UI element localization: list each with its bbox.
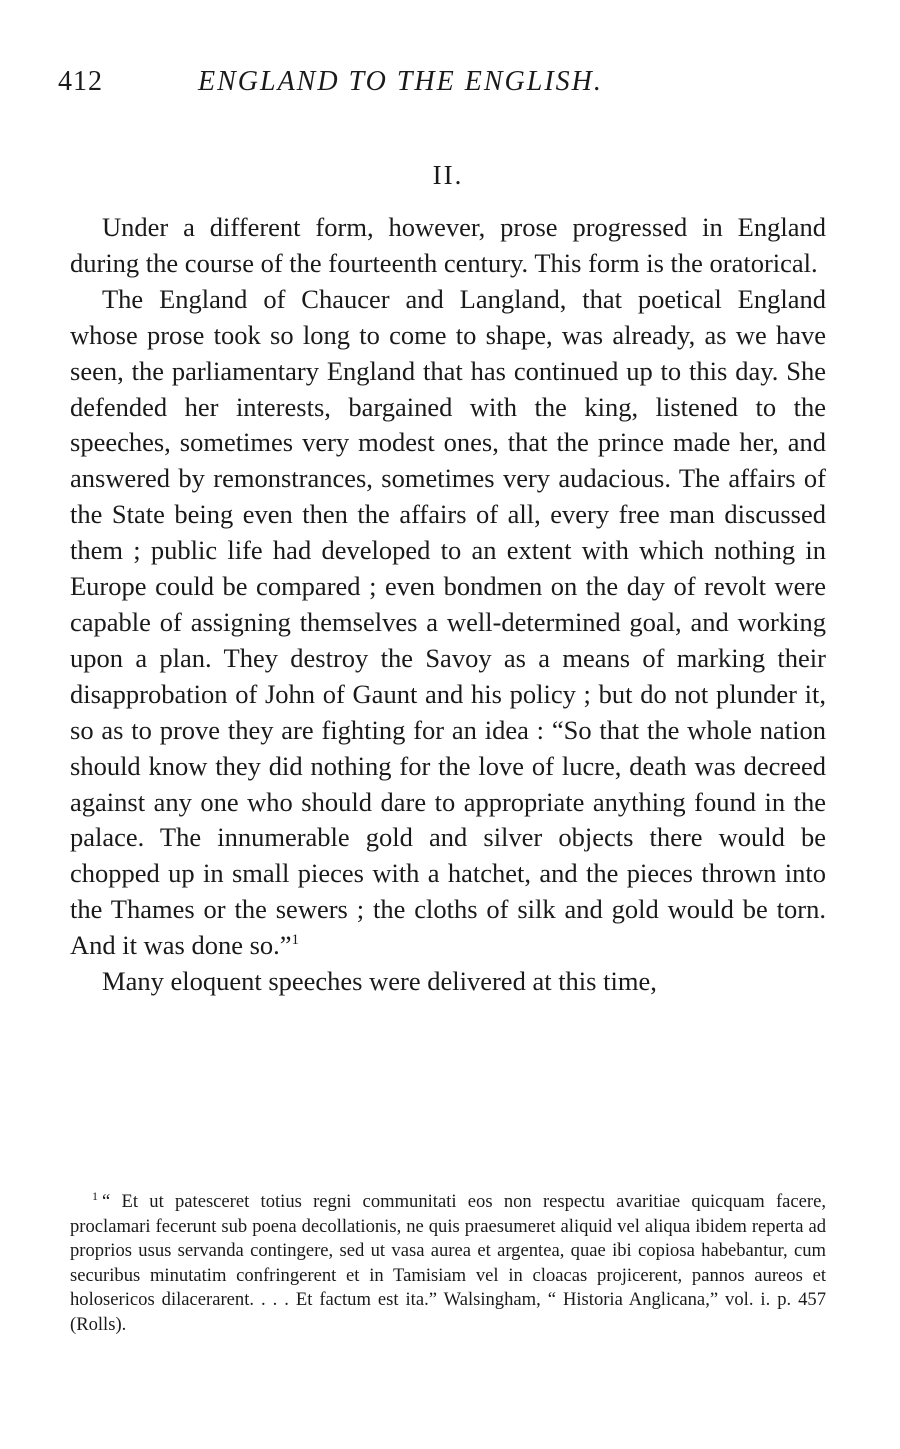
section-heading: II.: [432, 160, 464, 190]
paragraph-2-text: The England of Chaucer and Langland, that poetical England whose prose took so long to come to shape, was already, as we have seen, the parliamentary England that has continued up to this day. She defended her interests, bargained with the king, listened to the speeches, sometimes very modest ones, that the prince made her, and answered by remonstrances, sometimes very audacious. The affairs of the State being even then the affairs of all, every free man discussed them ; public life had developed to an extent with which nothing in Europe could be compared ; even bondmen on the day of revolt were capable of assigning themselves a well-determined goal, and working upon a plan. They destroy the Savoy as a means of marking their disapprobation of John of Gaunt and his policy ; but do not plunder it, so as to prove they are fighting for an idea : “So that the whole nation should know they did nothing for the love of lucre, death was decreed against any one who should dare to appropriate anything found in the palace. The innumerable gold and silver objects there would be chopped up in small pieces with a hatchet, and the pieces thrown into the Thames or the sewers ; the cloths of silk and gold would be torn. And it was done so.”: [70, 283, 826, 961]
paragraph-2: [70, 282, 826, 964]
paragraph-1: Under a different form, however, prose progressed in England during the course of the fourteenth century. This form is the oratorical.: [70, 212, 826, 278]
running-head: [58, 66, 826, 106]
footnote: [70, 1190, 826, 1337]
book-page: [58, 0, 826, 1449]
body-text: [70, 210, 826, 1000]
footnote-marker: 1: [92, 1188, 98, 1203]
running-title: ENGLAND TO THE ENGLISH.: [198, 66, 603, 97]
page-number: 412: [58, 66, 103, 97]
footnote-text: “ Et ut patesceret totius regni communitati eos non respectu avaritiae quicquam facere, proclamari fecerunt sub poena decollationis, ne quis praesumeret aliquid vel aliqua ibidem reperta ad proprios usus servanda contingere, sed ut vasa aurea et argentea, quae ibi copiosa habebantur, cum securibus minutatim confringerent et in Tamisiam vel in cloacas projicerent, pannos aureos et holosericos dilacerarent. . . . Et factum est ita.” Walsingham, “ Historia Anglicana,” vol. i. p. 457 (Rolls).: [70, 1191, 826, 1335]
paragraph-3: Many eloquent speeches were delivered at this time,: [102, 966, 657, 997]
footnote-reference: 1: [291, 932, 300, 949]
